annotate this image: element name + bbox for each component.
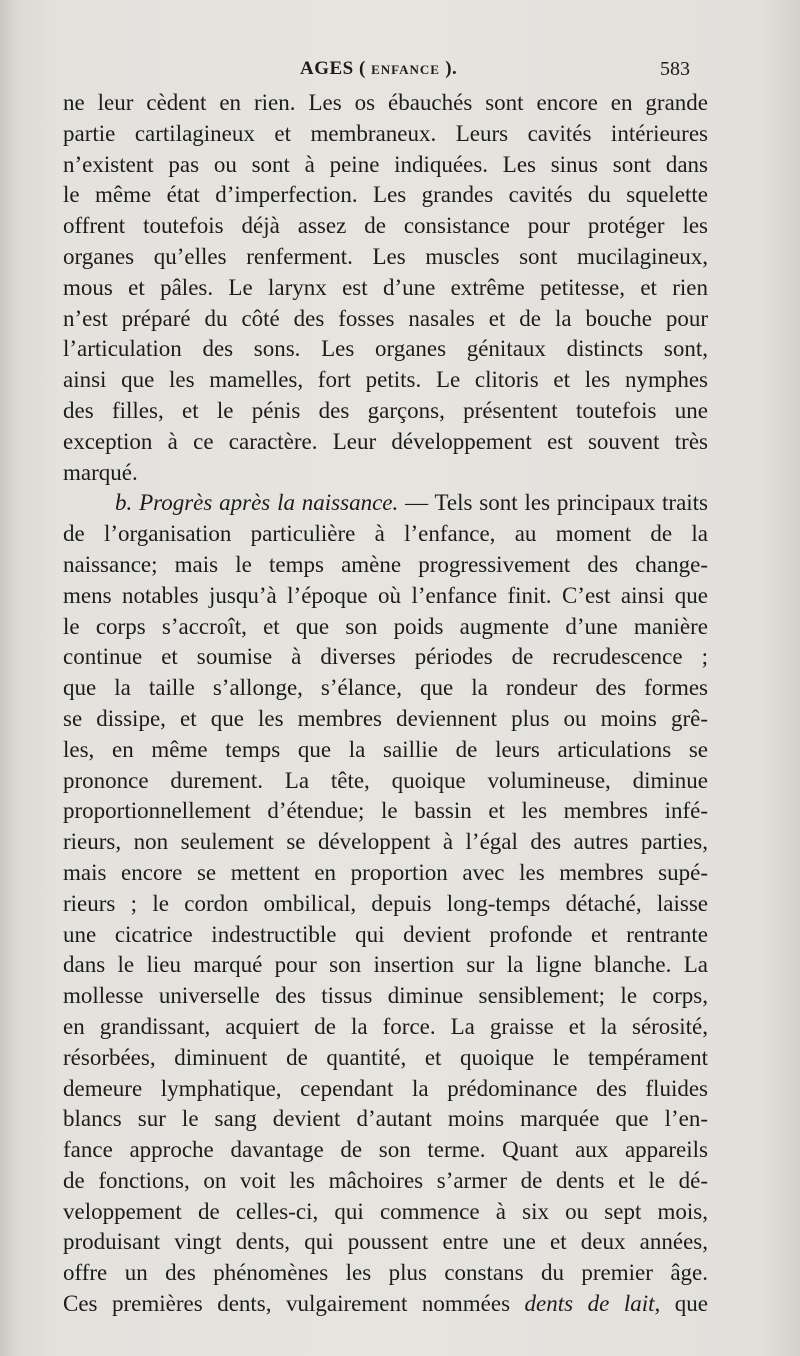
text-run: rieurs, non seulement se développent à l’égal des autres parties, — [63, 829, 708, 855]
text-line — [63, 642, 708, 673]
text-run: — Tels sont les principaux traits — [398, 490, 709, 516]
italic-run: b. Progrès après la naissance. — [115, 490, 399, 516]
text-line — [63, 1104, 708, 1135]
text-line — [63, 150, 708, 181]
text-line — [63, 211, 708, 242]
text-run: mens notables jusqu’à l’époque où l’enfance finit. C’est ainsi que — [63, 582, 708, 608]
text-line — [63, 981, 708, 1012]
text-line — [63, 827, 708, 858]
text-line — [63, 304, 708, 335]
text-run: organes qu’elles renferment. Les muscles sont mucilagineux, — [63, 243, 708, 269]
text-run: ainsi que les mamelles, fort petits. Le clitoris et les nymphes — [63, 367, 708, 393]
text-run: naissance; mais le temps amène progressivement des change- — [63, 551, 708, 577]
text-run: rieurs ; le cordon ombilical, depuis long-temps détaché, laisse — [63, 890, 708, 916]
text-run: exception à ce caractère. Leur développement est souvent très — [63, 428, 708, 454]
text-line — [63, 396, 708, 427]
text-run: proportionnellement d’étendue; le bassin et les membres infé- — [63, 798, 708, 824]
body-text — [63, 88, 708, 1320]
text-line — [63, 858, 708, 889]
text-run: blancs sur le sang devient d’autant moins marquée que l’en- — [63, 1106, 708, 1132]
text-line — [63, 1227, 708, 1258]
text-run: offre un des phénomènes les plus constans du premier âge. — [63, 1260, 708, 1286]
text-line — [63, 950, 708, 981]
text-run: l’articulation des sons. Les organes génitaux distincts sont, — [63, 336, 708, 362]
text-line — [63, 458, 708, 489]
text-run: des filles, et le pénis des garçons, présentent toutefois une — [63, 397, 708, 423]
text-line — [63, 119, 708, 150]
text-run: résorbées, diminuent de quantité, et quoique le tempérament — [63, 1044, 708, 1070]
text-line — [63, 1012, 708, 1043]
text-line — [63, 1197, 708, 1228]
text-run: n’est préparé du côté des fosses nasales et de la bouche pour — [63, 305, 708, 331]
text-line — [63, 735, 708, 766]
text-run: Ces premières dents, vulgairement nommées — [63, 1291, 525, 1317]
text-line — [63, 1258, 708, 1289]
text-run: les, en même temps que la saillie de leurs articulations se — [63, 736, 708, 762]
page-header — [0, 54, 800, 88]
text-run: , que — [654, 1291, 708, 1317]
text-run: en grandissant, acquiert de la force. La graisse et la sérosité, — [63, 1013, 708, 1039]
text-run: mollesse universelle des tissus diminue sensiblement; le corps, — [63, 983, 708, 1009]
text-run: partie cartilagineux et membraneux. Leurs cavités intérieures — [63, 120, 708, 146]
text-line — [63, 1074, 708, 1105]
text-run: mais encore se mettent en proportion avec les membres supé- — [63, 859, 708, 885]
text-run: marqué. — [63, 459, 138, 485]
text-line — [63, 88, 708, 119]
text-line — [63, 612, 708, 643]
text-run: continue et soumise à diverses périodes de recrudescence ; — [63, 644, 708, 670]
text-line — [63, 242, 708, 273]
text-line — [63, 1135, 708, 1166]
text-line — [63, 766, 708, 797]
text-run: demeure lymphatique, cependant la prédominance des fluides — [63, 1075, 708, 1101]
running-head — [300, 58, 457, 80]
text-line — [63, 796, 708, 827]
text-run: ne leur cèdent en rien. Les os ébauchés sont encore en grande — [63, 90, 708, 115]
text-line — [63, 1043, 708, 1074]
text-run: offrent toutefois déjà assez de consistance pour protéger les — [63, 213, 708, 239]
text-line — [63, 427, 708, 458]
text-run: dans le lieu marqué pour son insertion sur la ligne blanche. La — [63, 952, 708, 978]
text-run: prononce durement. La tête, quoique volumineuse, diminue — [63, 767, 708, 793]
text-line — [63, 1166, 708, 1197]
text-run: que la taille s’allonge, s’élance, que la rondeur des formes — [63, 675, 708, 701]
running-close: ). — [445, 58, 458, 79]
text-run: fance approche davantage de son terme. Quant aux appareils — [63, 1137, 708, 1163]
text-run: veloppement de celles-ci, qui commence à six ou sept mois, — [63, 1198, 708, 1224]
text-run: mous et pâles. Le larynx est d’une extrême petitesse, et rien — [63, 274, 708, 300]
text-line — [63, 488, 708, 519]
text-line — [63, 519, 708, 550]
text-run: le corps s’accroît, et que son poids augmente d’une manière — [63, 613, 708, 639]
running-title: AGES ( — [300, 58, 366, 79]
page-number: 583 — [660, 58, 690, 80]
text-run: le même état d’imperfection. Les grandes cavités du squelette — [63, 182, 708, 208]
text-line — [63, 920, 708, 951]
text-line — [63, 180, 708, 211]
text-line — [63, 550, 708, 581]
text-run: de l’organisation particulière à l’enfance, au moment de la — [63, 521, 708, 547]
text-run: une cicatrice indestructible qui devient profonde et rentrante — [63, 921, 708, 947]
text-run: se dissipe, et que les membres deviennent plus ou moins grê- — [63, 705, 708, 731]
running-subtitle: ENFANCE — [371, 62, 440, 77]
text-line — [63, 334, 708, 365]
text-run: n’existent pas ou sont à peine indiquées. Les sinus sont dans — [63, 151, 708, 177]
text-line — [63, 273, 708, 304]
text-line — [63, 889, 708, 920]
text-line — [63, 704, 708, 735]
text-line — [63, 673, 708, 704]
text-run: produisant vingt dents, qui poussent entre une et deux années, — [63, 1229, 708, 1255]
text-line — [63, 1289, 708, 1320]
text-line — [63, 365, 708, 396]
italic-run: dents de lait — [524, 1291, 655, 1317]
text-line — [63, 581, 708, 612]
text-run: de fonctions, on voit les mâchoires s’armer de dents et le dé- — [63, 1167, 708, 1193]
